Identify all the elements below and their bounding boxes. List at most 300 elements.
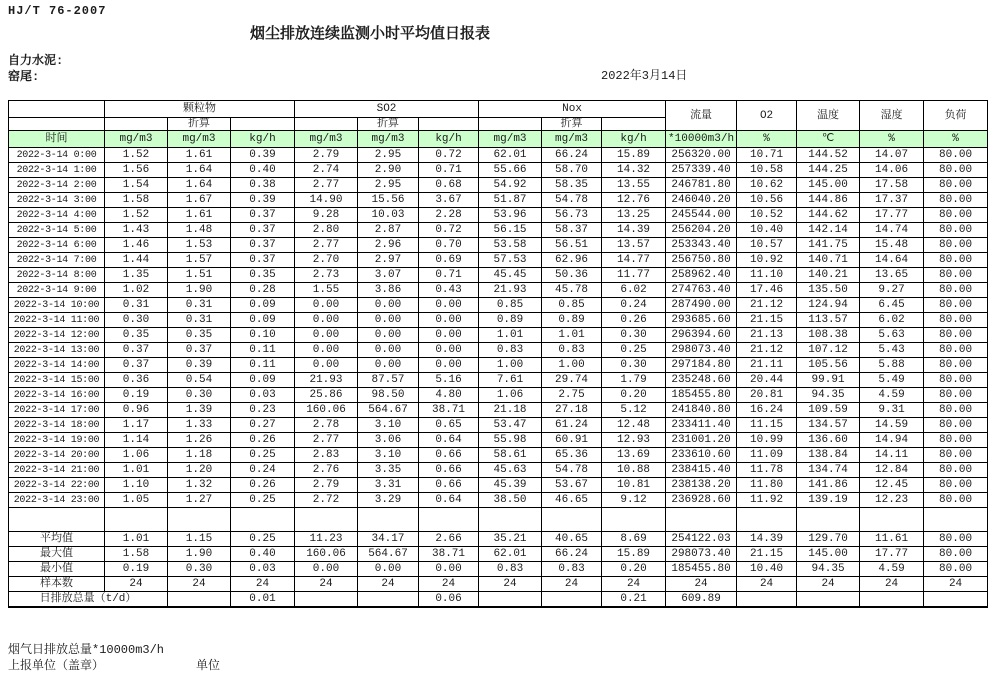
time-cell: 2022-3-14 16:00 [9, 388, 105, 403]
value-cell: 21.15 [737, 313, 797, 328]
daily-total-value-cell [479, 592, 542, 608]
value-cell: 10.03 [358, 208, 419, 223]
value-cell: 14.64 [860, 253, 924, 268]
time-cell: 2022-3-14 20:00 [9, 448, 105, 463]
data-row [9, 238, 988, 253]
standard-label: HJ/T 76-2007 [8, 4, 107, 18]
unit-cell: mg/m3 [542, 131, 602, 148]
value-cell: 1.61 [168, 208, 231, 223]
value-cell: 10.40 [737, 223, 797, 238]
value-cell: 80.00 [924, 223, 988, 238]
value-cell: 0.25 [602, 343, 666, 358]
value-cell: 45.39 [479, 478, 542, 493]
value-cell: 80.00 [924, 238, 988, 253]
value-cell: 10.62 [737, 178, 797, 193]
daily-total-value-cell: 609.89 [666, 592, 737, 608]
summary-value-cell: 80.00 [924, 547, 988, 562]
value-cell: 0.64 [419, 493, 479, 508]
summary-value-cell: 15.89 [602, 547, 666, 562]
value-cell: 0.37 [231, 208, 295, 223]
value-cell: 14.32 [602, 163, 666, 178]
data-row [9, 493, 988, 508]
summary-value-cell: 62.01 [479, 547, 542, 562]
value-cell: 246781.80 [666, 178, 737, 193]
empty-cell [542, 508, 602, 532]
value-cell: 0.43 [419, 283, 479, 298]
reporting-unit-label: 上报单位（盖章） [8, 659, 105, 673]
value-cell: 0.64 [419, 433, 479, 448]
time-cell: 2022-3-14 7:00 [9, 253, 105, 268]
data-row [9, 328, 988, 343]
value-cell: 2.70 [295, 253, 358, 268]
value-cell: 0.25 [231, 493, 295, 508]
value-cell: 27.18 [542, 403, 602, 418]
report-date: 2022年3月14日 [601, 69, 688, 83]
value-cell: 10.99 [737, 433, 797, 448]
summary-row [9, 577, 988, 592]
value-cell: 231001.20 [666, 433, 737, 448]
subheader-cell [105, 118, 168, 131]
value-cell: 113.57 [797, 313, 860, 328]
summary-label: 样本数 [9, 577, 105, 592]
value-cell: 21.18 [479, 403, 542, 418]
time-cell: 2022-3-14 21:00 [9, 463, 105, 478]
value-cell: 54.78 [542, 463, 602, 478]
time-cell: 2022-3-14 19:00 [9, 433, 105, 448]
summary-value-cell: 0.20 [602, 562, 666, 577]
summary-row [9, 532, 988, 547]
data-row [9, 283, 988, 298]
value-cell: 0.03 [231, 388, 295, 403]
time-cell: 2022-3-14 9:00 [9, 283, 105, 298]
value-cell: 58.61 [479, 448, 542, 463]
value-cell: 99.91 [797, 373, 860, 388]
daily-total-value-cell: 0.21 [602, 592, 666, 608]
value-cell: 1.54 [105, 178, 168, 193]
value-cell: 134.74 [797, 463, 860, 478]
value-cell: 53.47 [479, 418, 542, 433]
value-cell: 10.58 [737, 163, 797, 178]
value-cell: 3.07 [358, 268, 419, 283]
value-cell: 1.18 [168, 448, 231, 463]
subheader-cell [602, 118, 666, 131]
value-cell: 0.00 [358, 358, 419, 373]
value-cell: 11.15 [737, 418, 797, 433]
column-header: 流量 [666, 101, 737, 131]
value-cell: 51.87 [479, 193, 542, 208]
time-cell: 2022-3-14 5:00 [9, 223, 105, 238]
value-cell: 5.88 [860, 358, 924, 373]
value-cell: 17.77 [860, 208, 924, 223]
value-cell: 53.58 [479, 238, 542, 253]
value-cell: 0.66 [419, 463, 479, 478]
summary-value-cell: 11.61 [860, 532, 924, 547]
value-cell: 2.90 [358, 163, 419, 178]
value-cell: 136.60 [797, 433, 860, 448]
value-cell: 2.28 [419, 208, 479, 223]
value-cell: 1.33 [168, 418, 231, 433]
empty-cell [797, 508, 860, 532]
value-cell: 80.00 [924, 388, 988, 403]
value-cell: 14.74 [860, 223, 924, 238]
value-cell: 60.91 [542, 433, 602, 448]
value-cell: 241840.80 [666, 403, 737, 418]
summary-value-cell: 2.66 [419, 532, 479, 547]
value-cell: 2.80 [295, 223, 358, 238]
summary-value-cell: 40.65 [542, 532, 602, 547]
value-cell: 1.56 [105, 163, 168, 178]
value-cell: 1.17 [105, 418, 168, 433]
value-cell: 14.39 [602, 223, 666, 238]
value-cell: 138.84 [797, 448, 860, 463]
value-cell: 14.94 [860, 433, 924, 448]
value-cell: 25.86 [295, 388, 358, 403]
value-cell: 108.38 [797, 328, 860, 343]
value-cell: 236928.60 [666, 493, 737, 508]
value-cell: 66.24 [542, 148, 602, 163]
value-cell: 0.23 [231, 403, 295, 418]
value-cell: 1.64 [168, 163, 231, 178]
company-label: 自力水泥: [8, 54, 64, 68]
value-cell: 141.75 [797, 238, 860, 253]
subheader-cell [479, 118, 542, 131]
value-cell: 1.20 [168, 463, 231, 478]
value-cell: 0.11 [231, 343, 295, 358]
daily-total-value-cell [168, 592, 231, 608]
value-cell: 14.11 [860, 448, 924, 463]
value-cell: 5.43 [860, 343, 924, 358]
value-cell: 2.76 [295, 463, 358, 478]
value-cell: 46.65 [542, 493, 602, 508]
value-cell: 21.13 [737, 328, 797, 343]
value-cell: 80.00 [924, 313, 988, 328]
column-group-header: SO2 [295, 101, 479, 118]
unit-cell: mg/m3 [358, 131, 419, 148]
empty-cell [419, 508, 479, 532]
summary-value-cell: 38.71 [419, 547, 479, 562]
value-cell: 3.06 [358, 433, 419, 448]
unit-cell: kg/h [231, 131, 295, 148]
summary-value-cell: 8.69 [602, 532, 666, 547]
value-cell: 0.26 [231, 433, 295, 448]
value-cell: 141.86 [797, 478, 860, 493]
value-cell: 14.06 [860, 163, 924, 178]
value-cell: 80.00 [924, 343, 988, 358]
summary-value-cell: 0.19 [105, 562, 168, 577]
summary-value-cell: 24 [602, 577, 666, 592]
empty-cell [295, 508, 358, 532]
time-cell: 2022-3-14 11:00 [9, 313, 105, 328]
value-cell: 21.93 [479, 283, 542, 298]
summary-value-cell: 185455.80 [666, 562, 737, 577]
value-cell: 62.96 [542, 253, 602, 268]
subheader-cell [295, 118, 358, 131]
value-cell: 10.88 [602, 463, 666, 478]
column-header: O2 [737, 101, 797, 131]
value-cell: 12.48 [602, 418, 666, 433]
value-cell: 57.53 [479, 253, 542, 268]
value-cell: 0.85 [479, 298, 542, 313]
value-cell: 0.31 [168, 313, 231, 328]
value-cell: 10.81 [602, 478, 666, 493]
time-cell: 2022-3-14 12:00 [9, 328, 105, 343]
time-cell: 2022-3-14 14:00 [9, 358, 105, 373]
value-cell: 124.94 [797, 298, 860, 313]
value-cell: 2.78 [295, 418, 358, 433]
summary-value-cell: 4.59 [860, 562, 924, 577]
value-cell: 135.50 [797, 283, 860, 298]
value-cell: 256204.20 [666, 223, 737, 238]
column-group-header: 颗粒物 [105, 101, 295, 118]
value-cell: 80.00 [924, 163, 988, 178]
summary-value-cell: 160.06 [295, 547, 358, 562]
value-cell: 17.58 [860, 178, 924, 193]
value-cell: 0.89 [479, 313, 542, 328]
value-cell: 80.00 [924, 448, 988, 463]
value-cell: 1.90 [168, 283, 231, 298]
value-cell: 0.39 [231, 148, 295, 163]
value-cell: 293685.60 [666, 313, 737, 328]
value-cell: 13.55 [602, 178, 666, 193]
value-cell: 9.31 [860, 403, 924, 418]
value-cell: 6.45 [860, 298, 924, 313]
value-cell: 45.78 [542, 283, 602, 298]
value-cell: 1.35 [105, 268, 168, 283]
value-cell: 15.89 [602, 148, 666, 163]
unit-cell: mg/m3 [168, 131, 231, 148]
value-cell: 15.56 [358, 193, 419, 208]
summary-value-cell: 94.35 [797, 562, 860, 577]
value-cell: 0.89 [542, 313, 602, 328]
value-cell: 1.67 [168, 193, 231, 208]
value-cell: 80.00 [924, 433, 988, 448]
unit-cell: kg/h [602, 131, 666, 148]
value-cell: 94.35 [797, 388, 860, 403]
value-cell: 11.10 [737, 268, 797, 283]
summary-value-cell: 24 [105, 577, 168, 592]
value-cell: 0.11 [231, 358, 295, 373]
empty-cell [105, 508, 168, 532]
unit-cell: *10000m3/h [666, 131, 737, 148]
value-cell: 9.27 [860, 283, 924, 298]
value-cell: 0.69 [419, 253, 479, 268]
value-cell: 80.00 [924, 373, 988, 388]
summary-value-cell: 34.17 [358, 532, 419, 547]
data-row [9, 418, 988, 433]
value-cell: 287490.00 [666, 298, 737, 313]
value-cell: 9.12 [602, 493, 666, 508]
value-cell: 0.68 [419, 178, 479, 193]
value-cell: 1.05 [105, 493, 168, 508]
empty-cell [737, 508, 797, 532]
value-cell: 5.49 [860, 373, 924, 388]
subheader-cell: 折算 [168, 118, 231, 131]
data-row [9, 223, 988, 238]
time-cell: 2022-3-14 8:00 [9, 268, 105, 283]
value-cell: 6.02 [602, 283, 666, 298]
value-cell: 80.00 [924, 298, 988, 313]
summary-value-cell: 0.40 [231, 547, 295, 562]
value-cell: 107.12 [797, 343, 860, 358]
value-cell: 2.77 [295, 433, 358, 448]
value-cell: 1.01 [542, 328, 602, 343]
data-row [9, 313, 988, 328]
value-cell: 0.39 [231, 193, 295, 208]
value-cell: 11.09 [737, 448, 797, 463]
summary-value-cell: 10.40 [737, 562, 797, 577]
value-cell: 2.79 [295, 148, 358, 163]
value-cell: 0.37 [231, 253, 295, 268]
value-cell: 0.00 [358, 328, 419, 343]
column-header: 温度 [797, 101, 860, 131]
empty-cell [602, 508, 666, 532]
value-cell: 564.67 [358, 403, 419, 418]
column-header: 负荷 [924, 101, 988, 131]
data-row [9, 178, 988, 193]
time-cell: 2022-3-14 6:00 [9, 238, 105, 253]
value-cell: 1.06 [105, 448, 168, 463]
summary-value-cell: 24 [479, 577, 542, 592]
value-cell: 1.58 [105, 193, 168, 208]
value-cell: 296394.60 [666, 328, 737, 343]
value-cell: 20.44 [737, 373, 797, 388]
value-cell: 5.16 [419, 373, 479, 388]
value-cell: 54.92 [479, 178, 542, 193]
value-cell: 1.32 [168, 478, 231, 493]
data-row [9, 478, 988, 493]
value-cell: 256320.00 [666, 148, 737, 163]
value-cell: 10.52 [737, 208, 797, 223]
value-cell: 134.57 [797, 418, 860, 433]
value-cell: 0.66 [419, 478, 479, 493]
value-cell: 56.73 [542, 208, 602, 223]
value-cell: 256750.80 [666, 253, 737, 268]
value-cell: 0.35 [105, 328, 168, 343]
value-cell: 0.40 [231, 163, 295, 178]
value-cell: 1.51 [168, 268, 231, 283]
value-cell: 80.00 [924, 148, 988, 163]
unit-cell: mg/m3 [295, 131, 358, 148]
value-cell: 1.64 [168, 178, 231, 193]
empty-cell [168, 508, 231, 532]
value-cell: 21.93 [295, 373, 358, 388]
value-cell: 6.02 [860, 313, 924, 328]
daily-total-value-cell [358, 592, 419, 608]
value-cell: 246040.20 [666, 193, 737, 208]
value-cell: 0.30 [105, 313, 168, 328]
value-cell: 4.80 [419, 388, 479, 403]
summary-value-cell: 14.39 [737, 532, 797, 547]
corner-cell [9, 101, 105, 118]
time-cell: 2022-3-14 0:00 [9, 148, 105, 163]
value-cell: 245544.00 [666, 208, 737, 223]
value-cell: 2.96 [358, 238, 419, 253]
summary-value-cell: 298073.40 [666, 547, 737, 562]
time-cell: 2022-3-14 1:00 [9, 163, 105, 178]
summary-value-cell: 24 [924, 577, 988, 592]
value-cell: 21.11 [737, 358, 797, 373]
time-cell: 2022-3-14 2:00 [9, 178, 105, 193]
value-cell: 0.10 [231, 328, 295, 343]
value-cell: 1.48 [168, 223, 231, 238]
value-cell: 2.79 [295, 478, 358, 493]
value-cell: 0.35 [168, 328, 231, 343]
value-cell: 0.09 [231, 313, 295, 328]
value-cell: 9.28 [295, 208, 358, 223]
value-cell: 21.12 [737, 343, 797, 358]
summary-value-cell: 11.23 [295, 532, 358, 547]
summary-value-cell: 0.83 [542, 562, 602, 577]
value-cell: 0.37 [231, 223, 295, 238]
value-cell: 1.79 [602, 373, 666, 388]
value-cell: 0.24 [231, 463, 295, 478]
summary-label: 最小值 [9, 562, 105, 577]
value-cell: 0.25 [231, 448, 295, 463]
value-cell: 2.77 [295, 238, 358, 253]
daily-total-label: 日排放总量（t/d） [9, 592, 168, 608]
value-cell: 80.00 [924, 208, 988, 223]
summary-value-cell: 24 [666, 577, 737, 592]
value-cell: 0.00 [419, 298, 479, 313]
value-cell: 238138.20 [666, 478, 737, 493]
value-cell: 1.27 [168, 493, 231, 508]
value-cell: 61.24 [542, 418, 602, 433]
summary-value-cell: 35.21 [479, 532, 542, 547]
value-cell: 1.52 [105, 148, 168, 163]
value-cell: 10.57 [737, 238, 797, 253]
empty-cell [231, 508, 295, 532]
time-cell: 2022-3-14 4:00 [9, 208, 105, 223]
daily-total-value-cell [737, 592, 797, 608]
data-row [9, 448, 988, 463]
data-row [9, 193, 988, 208]
value-cell: 1.39 [168, 403, 231, 418]
value-cell: 235248.60 [666, 373, 737, 388]
subheader-cell [419, 118, 479, 131]
value-cell: 144.52 [797, 148, 860, 163]
value-cell: 10.71 [737, 148, 797, 163]
header-row-groups [9, 101, 988, 118]
unit-cell: % [924, 131, 988, 148]
data-row [9, 373, 988, 388]
value-cell: 2.75 [542, 388, 602, 403]
value-cell: 7.61 [479, 373, 542, 388]
summary-value-cell: 254122.03 [666, 532, 737, 547]
value-cell: 11.80 [737, 478, 797, 493]
value-cell: 142.14 [797, 223, 860, 238]
value-cell: 11.78 [737, 463, 797, 478]
value-cell: 1.14 [105, 433, 168, 448]
time-cell: 2022-3-14 15:00 [9, 373, 105, 388]
value-cell: 0.72 [419, 223, 479, 238]
unit-cell: kg/h [419, 131, 479, 148]
daily-total-value-cell [924, 592, 988, 608]
value-cell: 238415.40 [666, 463, 737, 478]
data-row [9, 358, 988, 373]
page-title: 烟尘排放连续监测小时平均值日报表 [249, 26, 490, 43]
summary-row [9, 547, 988, 562]
value-cell: 13.69 [602, 448, 666, 463]
value-cell: 80.00 [924, 283, 988, 298]
value-cell: 0.27 [231, 418, 295, 433]
spacer-row [9, 508, 988, 532]
summary-value-cell: 24 [168, 577, 231, 592]
summary-value-cell: 1.01 [105, 532, 168, 547]
value-cell: 0.00 [358, 343, 419, 358]
header-row-units [9, 131, 988, 148]
value-cell: 0.00 [295, 298, 358, 313]
value-cell: 29.74 [542, 373, 602, 388]
